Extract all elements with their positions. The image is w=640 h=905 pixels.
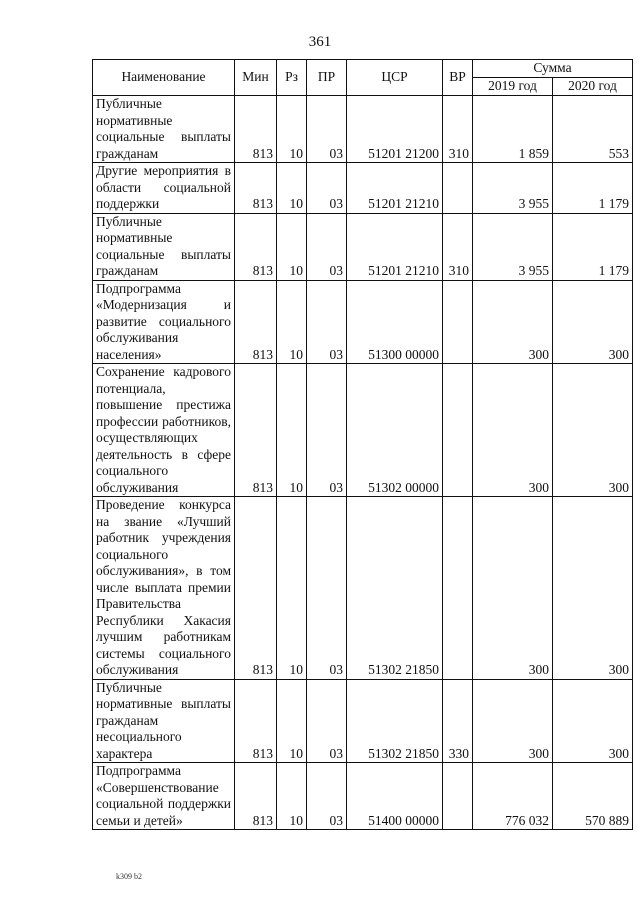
row-csr: 51302 21850: [347, 679, 443, 763]
table-row: [93, 280, 633, 364]
row-rz: 10: [277, 280, 307, 364]
row-sum-2019: 776 032: [473, 763, 553, 830]
row-sum-2020: 553: [553, 96, 633, 163]
row-vr: [443, 364, 473, 497]
header-year-2020: 2020 год: [553, 78, 633, 96]
row-sum-2020: 1 179: [553, 213, 633, 280]
budget-table: [92, 59, 633, 830]
row-csr: 51201 21210: [347, 163, 443, 214]
row-sum-2019: 3 955: [473, 163, 553, 214]
header-min: Мин: [235, 60, 277, 96]
row-csr: 51302 21850: [347, 497, 443, 680]
table-row: [93, 763, 633, 830]
table-row: [93, 96, 633, 163]
row-vr: [443, 497, 473, 680]
row-csr: 51302 00000: [347, 364, 443, 497]
row-min: 813: [235, 763, 277, 830]
row-pr: 03: [307, 280, 347, 364]
table-row: [93, 163, 633, 214]
row-name: Подпрограмма «Совершенствование социальной поддержки семьи и детей»: [93, 763, 235, 830]
row-vr: [443, 163, 473, 214]
row-vr: 310: [443, 213, 473, 280]
footer-code: k309 b2: [116, 872, 142, 881]
row-csr: 51201 21200: [347, 96, 443, 163]
row-sum-2019: 1 859: [473, 96, 553, 163]
row-pr: 03: [307, 96, 347, 163]
header-name: Наименование: [93, 60, 235, 96]
row-rz: 10: [277, 763, 307, 830]
row-rz: 10: [277, 497, 307, 680]
row-rz: 10: [277, 96, 307, 163]
row-pr: 03: [307, 679, 347, 763]
row-name: Проведение конкурса на звание «Лучший работник учреждения социального обслуживания», в том числе выплата премии Правительства Республики Хакасия лучшим работникам системы социального обслуживания: [93, 497, 235, 680]
row-sum-2019: 300: [473, 280, 553, 364]
row-pr: 03: [307, 497, 347, 680]
row-pr: 03: [307, 213, 347, 280]
row-pr: 03: [307, 364, 347, 497]
row-name: Другие мероприятия в области социальной поддержки: [93, 163, 235, 214]
header-csr: ЦСР: [347, 60, 443, 96]
row-sum-2019: 3 955: [473, 213, 553, 280]
row-csr: 51201 21210: [347, 213, 443, 280]
row-min: 813: [235, 364, 277, 497]
row-rz: 10: [277, 364, 307, 497]
row-sum-2020: 300: [553, 679, 633, 763]
table-row: [93, 679, 633, 763]
row-vr: [443, 280, 473, 364]
row-name: Публичные нормативные социальные выплаты гражданам: [93, 213, 235, 280]
row-vr: [443, 763, 473, 830]
row-sum-2020: 300: [553, 497, 633, 680]
row-sum-2019: 300: [473, 497, 553, 680]
row-csr: 51300 00000: [347, 280, 443, 364]
row-pr: 03: [307, 163, 347, 214]
page-number: 361: [308, 34, 332, 50]
header-pr: ПР: [307, 60, 347, 96]
table-header: [93, 60, 633, 96]
row-csr: 51400 00000: [347, 763, 443, 830]
row-min: 813: [235, 280, 277, 364]
table-row: [93, 213, 633, 280]
header-sum: Сумма: [473, 60, 633, 78]
header-year-2019: 2019 год: [473, 78, 553, 96]
table-row: [93, 497, 633, 680]
row-vr: 310: [443, 96, 473, 163]
row-name: Сохранение кадрового потенциала, повышение престижа профессии работников, осуществляющих деятельность в сфере социального обслуживания: [93, 364, 235, 497]
row-rz: 10: [277, 679, 307, 763]
row-min: 813: [235, 497, 277, 680]
row-sum-2019: 300: [473, 679, 553, 763]
row-pr: 03: [307, 763, 347, 830]
row-min: 813: [235, 163, 277, 214]
row-name: Публичные нормативные выплаты гражданам несоциального характера: [93, 679, 235, 763]
table-body: [93, 96, 633, 830]
row-sum-2020: 300: [553, 364, 633, 497]
row-rz: 10: [277, 163, 307, 214]
row-sum-2020: 570 889: [553, 763, 633, 830]
row-sum-2020: 1 179: [553, 163, 633, 214]
row-min: 813: [235, 213, 277, 280]
row-name: Подпрограмма «Модернизация и развитие социального обслуживания населения»: [93, 280, 235, 364]
header-vr: ВР: [443, 60, 473, 96]
table-row: [93, 364, 633, 497]
row-min: 813: [235, 679, 277, 763]
row-name: Публичные нормативные социальные выплаты гражданам: [93, 96, 235, 163]
header-rz: Рз: [277, 60, 307, 96]
row-rz: 10: [277, 213, 307, 280]
row-sum-2019: 300: [473, 364, 553, 497]
row-min: 813: [235, 96, 277, 163]
row-vr: 330: [443, 679, 473, 763]
row-sum-2020: 300: [553, 280, 633, 364]
